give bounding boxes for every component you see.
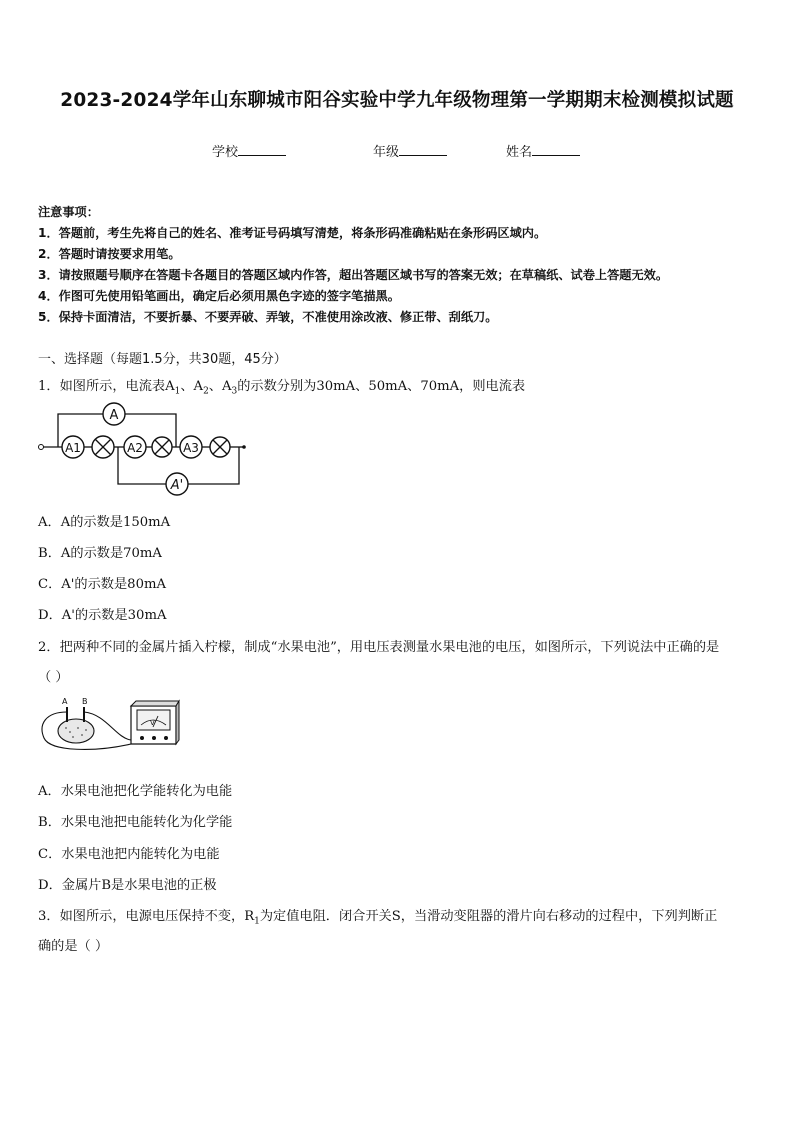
grade-label: 年级 (373, 145, 400, 160)
ammeter-a-label: A (109, 408, 119, 423)
metal-b-label: B (82, 697, 88, 706)
voltmeter-label: V (150, 719, 155, 727)
ammeter-a2-icon (124, 436, 146, 458)
question-1-option-c[interactable]: C．A'的示数是80mA (38, 577, 166, 592)
question-2-stem-line-1: 2．把两种不同的金属片插入柠檬，制成“水果电池”，用电压表测量水果电池的电压，如图所示，下列说法中正确的是 (38, 640, 720, 655)
school-label: 学校 (212, 145, 239, 160)
note-item: 3．请按照题号顺序在答题卡各题目的答题区域内作答，超出答题区域书写的答案无效；在草稿纸、试卷上答题无效。 (38, 268, 669, 282)
question-1-circuit-diagram (36, 398, 248, 498)
note-item: 5．保持卡面清洁，不要折暴、不要弄破、弄皱，不准使用涂改液、修正带、刮纸刀。 (38, 310, 498, 324)
school-blank[interactable] (238, 143, 286, 156)
name-blank[interactable] (532, 143, 580, 156)
name-label: 姓名 (506, 145, 533, 160)
ammeter-a-prime-label: A' (170, 478, 184, 493)
ammeter-a3-icon (180, 436, 202, 458)
section-heading: 一、选择题（每题1.5分，共30题，45分） (38, 352, 287, 367)
ammeter-a1-label: A1 (65, 441, 81, 455)
ammeter-a-icon (103, 403, 125, 425)
question-2-fruit-battery-diagram (36, 694, 181, 756)
lamp-icon (152, 437, 172, 457)
grade-field[interactable] (373, 141, 447, 160)
page-title: 2023-2024学年山东聊城市阳谷实验中学九年级物理第一学期期末检测模拟试题 (60, 90, 734, 111)
lemon-icon (58, 719, 94, 743)
question-1-option-d[interactable]: D．A'的示数是30mA (38, 608, 167, 623)
question-2-option-b[interactable]: B．水果电池把电能转化为化学能 (38, 815, 233, 830)
question-2-option-d[interactable]: D．金属片B是水果电池的正极 (38, 878, 217, 893)
grade-blank[interactable] (399, 143, 447, 156)
note-item: 1．答题前，考生先将自己的姓名、准考证号码填写清楚，将条形码准确粘贴在条形码区域内。 (38, 226, 547, 240)
lamp-icon (92, 436, 114, 458)
terminal-icon (39, 445, 44, 450)
ammeter-a1-icon (62, 436, 84, 458)
note-item: 2．答题时请按要求用笔。 (38, 247, 181, 261)
question-3-stem-line-2: 确的是（ ） (38, 939, 109, 954)
question-1-stem: 1．如图所示，电流表$A_1$、$A_2$、$A_3$的示数分别为30mA、50mA、70mA，则电流表 (38, 379, 526, 397)
terminal-icon (242, 445, 246, 449)
school-field[interactable] (212, 141, 286, 160)
name-field[interactable] (506, 141, 580, 160)
question-1-option-b[interactable]: B．A的示数是70mA (38, 546, 162, 561)
notes-heading: 注意事项： (38, 205, 99, 219)
question-3-stem-line-1: 3．如图所示，电源电压保持不变，$R_1$为定值电阻．闭合开关S，当滑动变阻器的滑片向右移动的过程中，下列判断正 (38, 909, 718, 927)
ammeter-a2-label: A2 (127, 441, 143, 455)
question-2-option-c[interactable]: C．水果电池把内能转化为电能 (38, 847, 220, 862)
ammeter-a3-label: A3 (183, 441, 199, 455)
lamp-icon (210, 437, 230, 457)
ammeter-a-prime-icon (166, 473, 188, 495)
question-1-option-a[interactable]: A．A的示数是150mA (38, 515, 171, 530)
question-2-stem-line-2: （ ） (38, 670, 69, 685)
metal-a-label: A (62, 697, 68, 706)
question-2-option-a[interactable]: A．水果电池把化学能转化为电能 (38, 784, 233, 799)
note-item: 4．作图可先使用铅笔画出，确定后必须用黑色字迹的签字笔描黑。 (38, 289, 400, 303)
voltmeter-icon (131, 701, 179, 744)
